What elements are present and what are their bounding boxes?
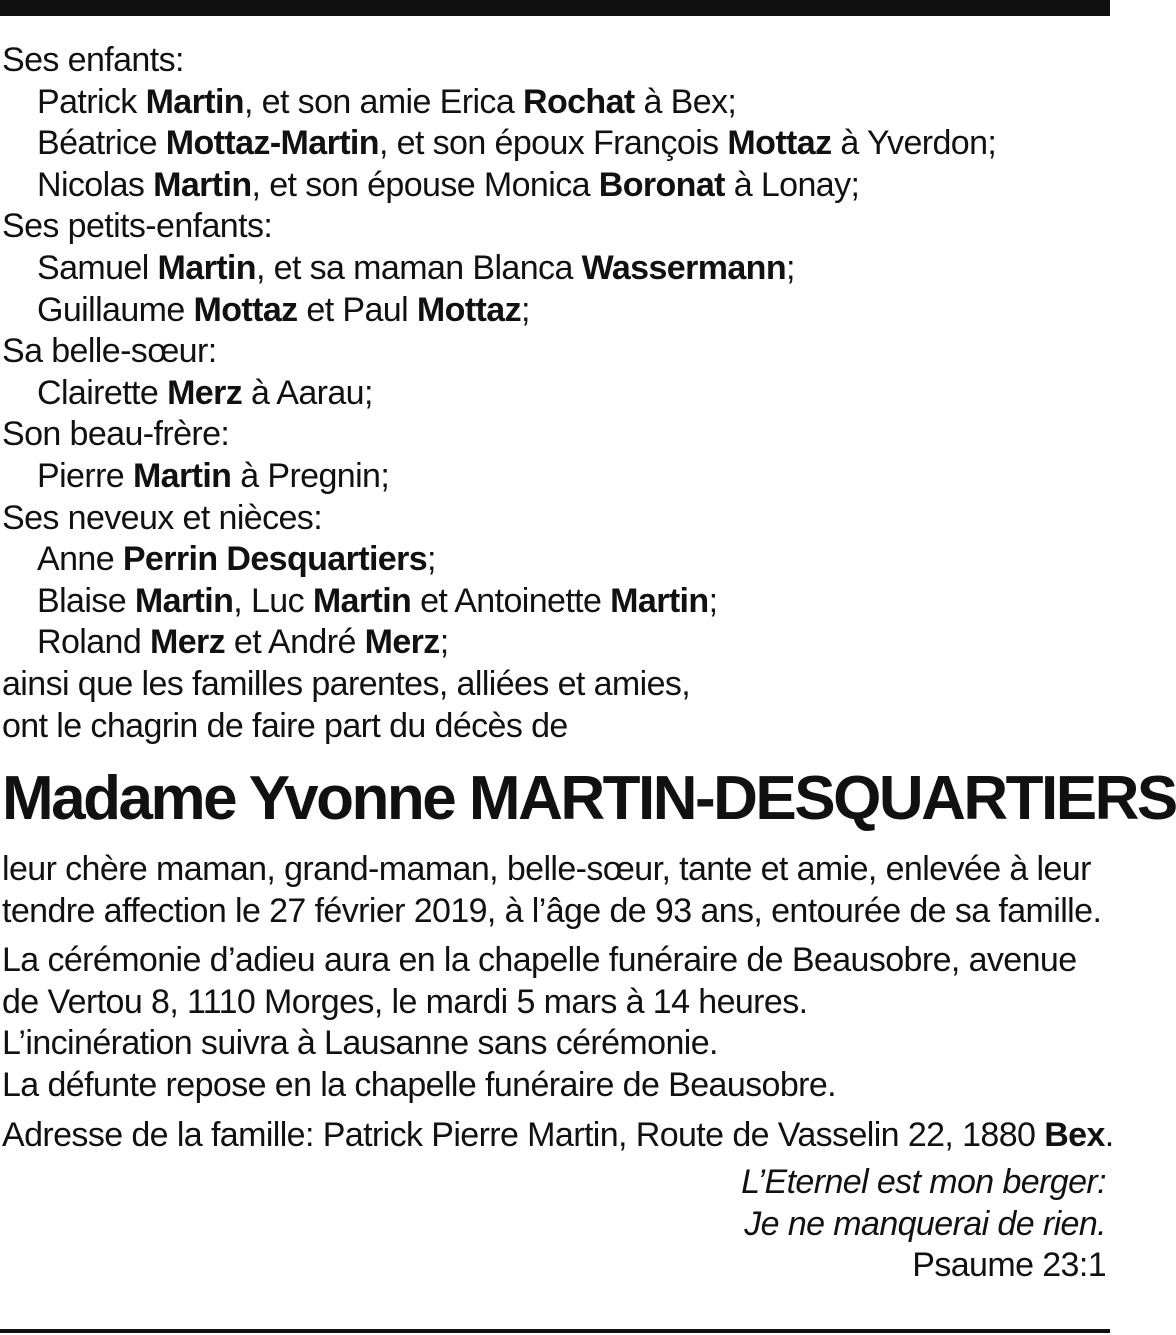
member-text: ; <box>708 581 718 620</box>
quote-source: Psaume 23:1 <box>912 1246 1106 1285</box>
member-text: Clairette <box>37 373 168 412</box>
member-text: à Lonay; <box>724 165 860 204</box>
member-surname: Martin <box>312 581 412 620</box>
ceremony-line: de Vertou 8, 1110 Morges, le mardi 5 mars à 14 heures. <box>2 982 808 1021</box>
family-address <box>2 1115 1114 1157</box>
member-surname: Merz <box>364 623 440 662</box>
bottom-rule <box>0 1329 1110 1333</box>
family-list <box>2 40 1108 664</box>
member-surname: Wassermann <box>581 248 787 287</box>
ceremony-line: La cérémonie d’adieu aura en la chapelle funéraire de Beausobre, avenue <box>2 941 1077 980</box>
family-member-line <box>2 456 1108 498</box>
member-surname: Martin <box>145 82 244 121</box>
member-text: Patrick <box>37 82 146 121</box>
member-text: Pierre <box>37 456 133 495</box>
family-member-line <box>2 539 1108 581</box>
member-text: Béatrice <box>37 124 166 163</box>
member-surname: Mottaz-Martin <box>165 124 379 163</box>
member-text: et Antoinette <box>411 581 611 620</box>
member-surname: Martin <box>132 456 232 495</box>
member-surname: Martin <box>153 165 252 204</box>
member-surname: Merz <box>167 373 243 412</box>
member-text: , et son époux François <box>378 124 728 163</box>
member-text: Blaise <box>37 581 135 620</box>
closing-line-1: ainsi que les familles parentes, alliées et amies, <box>2 664 691 703</box>
closing-line-2: ont le chagrin de faire part du décès de <box>2 706 568 745</box>
tribute-line: tendre affection le 27 février 2019, à l’âge de 93 ans, entourée de sa famille. <box>2 891 1102 930</box>
ceremony-line: L’incinération suivra à Lausanne sans cérémonie. <box>2 1024 718 1063</box>
member-text: , et son amie Erica <box>243 82 523 121</box>
tribute-line: leur chère maman, grand-maman, belle-sœur, tante et amie, enlevée à leur <box>2 850 1091 889</box>
member-text: à Aarau; <box>242 373 373 412</box>
member-text: , et sa maman Blanca <box>255 248 582 287</box>
member-surname: Boronat <box>598 165 725 204</box>
member-text: Anne <box>37 540 123 579</box>
member-surname: Martin <box>134 581 234 620</box>
deceased-name: Madame Yvonne MARTIN-DESQUARTIERS <box>2 764 1176 834</box>
ceremony-paragraph <box>2 940 1108 1106</box>
quote-line-2: Je ne manquerai de rien. <box>744 1204 1106 1243</box>
address-city: Bex <box>1044 1115 1105 1154</box>
address-end: . <box>1104 1115 1114 1154</box>
family-member-line <box>2 82 1108 124</box>
member-text: et André <box>225 623 365 662</box>
member-text: ; <box>427 540 436 579</box>
family-member-line <box>2 248 1108 290</box>
family-member-line <box>2 373 1108 415</box>
member-text: à Pregnin; <box>231 456 390 495</box>
member-text: ; <box>786 248 795 287</box>
family-member-line <box>2 581 1108 623</box>
family-group-heading: Ses petits-enfants: <box>2 207 273 246</box>
member-surname: Rochat <box>522 82 635 121</box>
member-text: Guillaume <box>37 290 194 329</box>
member-text: à Bex; <box>634 82 737 121</box>
member-text: et Paul <box>297 290 417 329</box>
family-group-heading: Sa belle-sœur: <box>2 332 217 371</box>
member-text: ; <box>439 623 449 662</box>
psalm-quote <box>2 1162 1108 1287</box>
tribute-paragraph <box>2 849 1108 932</box>
member-text: ; <box>520 290 530 329</box>
family-member-line <box>2 290 1108 332</box>
family-member-line <box>2 165 1108 207</box>
family-member-line <box>2 622 1108 664</box>
member-text: Roland <box>37 623 150 662</box>
member-surname: Mottaz <box>193 290 298 329</box>
member-surname: Perrin Desquartiers <box>122 540 428 579</box>
member-surname: Martin <box>610 581 709 620</box>
family-group-heading: Ses enfants: <box>2 41 184 79</box>
member-text: à Yverdon; <box>831 124 997 163</box>
top-rule <box>0 0 1110 16</box>
member-text: Samuel <box>37 248 158 287</box>
ceremony-line: La défunte repose en la chapelle funéraire de Beausobre. <box>2 1066 837 1105</box>
quote-line-1: L’Eternel est mon berger: <box>741 1163 1106 1202</box>
family-group-heading: Son beau-frère: <box>2 415 230 454</box>
member-surname: Mottaz <box>416 290 521 329</box>
member-surname: Mottaz <box>727 124 832 163</box>
member-text: Nicolas <box>37 165 154 204</box>
member-surname: Martin <box>157 248 256 287</box>
obituary-notice <box>2 40 1176 1287</box>
address-text: Adresse de la famille: Patrick Pierre Martin, Route de Vasselin 22, 1880 <box>2 1115 1045 1154</box>
member-surname: Merz <box>150 623 226 662</box>
member-text: , et son épouse Monica <box>251 165 599 204</box>
family-group-heading: Ses neveux et nièces: <box>2 498 323 537</box>
member-text: , Luc <box>233 581 313 620</box>
family-member-line <box>2 123 1108 165</box>
